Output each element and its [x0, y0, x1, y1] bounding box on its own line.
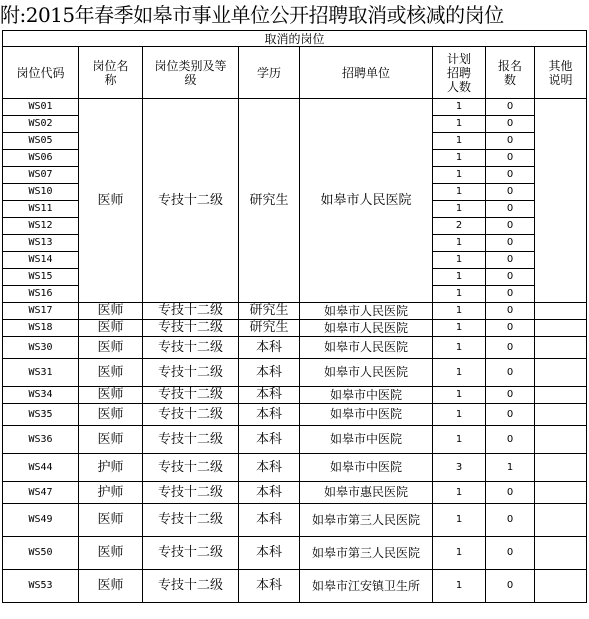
education: 本科: [239, 359, 300, 387]
planned-count: 2: [433, 218, 486, 235]
position-code: WS14: [3, 252, 79, 269]
education: 本科: [239, 387, 300, 404]
hiring-unit: 如皋市人民医院: [300, 99, 433, 303]
header-plan: 计划招聘人数: [433, 47, 486, 99]
position-level: 专技十二级: [143, 426, 239, 454]
planned-count: 1: [433, 201, 486, 218]
table-row: [3, 387, 587, 404]
applicant-count: 0: [486, 387, 535, 404]
position-level: 专技十二级: [143, 570, 239, 603]
position-name: 医师: [79, 504, 143, 537]
position-code: WS10: [3, 184, 79, 201]
applicant-count: 0: [486, 99, 535, 116]
applicant-count: 0: [486, 359, 535, 387]
position-code: WS05: [3, 133, 79, 150]
applicant-count: 0: [486, 133, 535, 150]
position-level: 专技十二级: [143, 99, 239, 303]
position-code: WS17: [3, 303, 79, 320]
position-name: 护师: [79, 482, 143, 504]
other-note: [535, 454, 587, 482]
position-code: WS35: [3, 404, 79, 426]
education: 研究生: [239, 99, 300, 303]
other-note: [535, 426, 587, 454]
position-level: 专技十二级: [143, 537, 239, 570]
table-row: [3, 426, 587, 454]
table-row: [3, 359, 587, 387]
hiring-unit: 如皋市中医院: [300, 404, 433, 426]
position-name: 护师: [79, 454, 143, 482]
planned-count: 1: [433, 504, 486, 537]
applicant-count: 0: [486, 337, 535, 359]
planned-count: 1: [433, 387, 486, 404]
position-level: 专技十二级: [143, 359, 239, 387]
education: 研究生: [239, 303, 300, 320]
education: 本科: [239, 454, 300, 482]
education: 本科: [239, 482, 300, 504]
applicant-count: 0: [486, 252, 535, 269]
planned-count: 1: [433, 537, 486, 570]
position-code: WS53: [3, 570, 79, 603]
applicant-count: 0: [486, 504, 535, 537]
position-name: 医师: [79, 303, 143, 320]
planned-count: 1: [433, 150, 486, 167]
other-note: [535, 404, 587, 426]
planned-count: 1: [433, 286, 486, 303]
header-row: [3, 47, 587, 99]
applicant-count: 0: [486, 404, 535, 426]
position-code: WS07: [3, 167, 79, 184]
hiring-unit: 如皋市江安镇卫生所: [300, 570, 433, 603]
table-row: [3, 537, 587, 570]
planned-count: 1: [433, 320, 486, 337]
other-note: [535, 320, 587, 337]
position-code: WS12: [3, 218, 79, 235]
planned-count: 1: [433, 337, 486, 359]
position-code: WS15: [3, 269, 79, 286]
position-name: 医师: [79, 320, 143, 337]
hiring-unit: 如皋市人民医院: [300, 320, 433, 337]
position-code: WS50: [3, 537, 79, 570]
table-row: [3, 482, 587, 504]
applicant-count: 0: [486, 269, 535, 286]
planned-count: 1: [433, 235, 486, 252]
other-note: [535, 303, 587, 320]
hiring-unit: 如皋市第三人民医院: [300, 537, 433, 570]
position-level: 专技十二级: [143, 454, 239, 482]
header-unit: 招聘单位: [300, 47, 433, 99]
position-name: 医师: [79, 426, 143, 454]
planned-count: 1: [433, 99, 486, 116]
education: 本科: [239, 426, 300, 454]
page-title: 附:2015年春季如皋市事业单位公开招聘取消或核减的岗位: [0, 3, 504, 27]
hiring-unit: 如皋市人民医院: [300, 303, 433, 320]
header-level: 岗位类别及等级: [143, 47, 239, 99]
planned-count: 1: [433, 303, 486, 320]
applicant-count: 0: [486, 482, 535, 504]
planned-count: 1: [433, 426, 486, 454]
position-level: 专技十二级: [143, 387, 239, 404]
planned-count: 1: [433, 570, 486, 603]
other-note: [535, 99, 587, 303]
applicant-count: 0: [486, 116, 535, 133]
education: 本科: [239, 570, 300, 603]
position-code: WS18: [3, 320, 79, 337]
position-code: WS44: [3, 454, 79, 482]
position-name: 医师: [79, 537, 143, 570]
position-code: WS47: [3, 482, 79, 504]
position-name: 医师: [79, 387, 143, 404]
hiring-unit: 如皋市中医院: [300, 426, 433, 454]
other-note: [535, 359, 587, 387]
position-code: WS01: [3, 99, 79, 116]
position-code: WS16: [3, 286, 79, 303]
applicant-count: 0: [486, 235, 535, 252]
hiring-unit: 如皋市人民医院: [300, 359, 433, 387]
applicant-count: 1: [486, 454, 535, 482]
section-row: [3, 31, 587, 47]
applicant-count: 0: [486, 218, 535, 235]
position-code: WS49: [3, 504, 79, 537]
position-code: WS34: [3, 387, 79, 404]
applicant-count: 0: [486, 426, 535, 454]
position-name: 医师: [79, 570, 143, 603]
education: 本科: [239, 504, 300, 537]
education: 研究生: [239, 320, 300, 337]
other-note: [535, 482, 587, 504]
position-name: 医师: [79, 359, 143, 387]
position-name: 医师: [79, 404, 143, 426]
hiring-unit: 如皋市惠民医院: [300, 482, 433, 504]
table-row: [3, 404, 587, 426]
section-label: 取消的岗位: [3, 31, 587, 47]
planned-count: 1: [433, 482, 486, 504]
applicant-count: 0: [486, 201, 535, 218]
planned-count: 1: [433, 133, 486, 150]
planned-count: 1: [433, 359, 486, 387]
position-name: 医师: [79, 337, 143, 359]
position-name: 医师: [79, 99, 143, 303]
header-code: 岗位代码: [3, 47, 79, 99]
position-level: 专技十二级: [143, 320, 239, 337]
header-education: 学历: [239, 47, 300, 99]
planned-count: 3: [433, 454, 486, 482]
position-code: WS13: [3, 235, 79, 252]
planned-count: 1: [433, 269, 486, 286]
hiring-unit: 如皋市人民医院: [300, 337, 433, 359]
applicant-count: 0: [486, 303, 535, 320]
applicant-count: 0: [486, 537, 535, 570]
other-note: [535, 570, 587, 603]
other-note: [535, 337, 587, 359]
position-level: 专技十二级: [143, 504, 239, 537]
planned-count: 1: [433, 252, 486, 269]
position-level: 专技十二级: [143, 404, 239, 426]
table-row: [3, 303, 587, 320]
table-row: [3, 99, 587, 116]
position-code: WS11: [3, 201, 79, 218]
hiring-unit: 如皋市第三人民医院: [300, 504, 433, 537]
table-row: [3, 337, 587, 359]
positions-table: [2, 30, 587, 603]
hiring-unit: 如皋市中医院: [300, 454, 433, 482]
applicant-count: 0: [486, 320, 535, 337]
position-level: 专技十二级: [143, 303, 239, 320]
other-note: [535, 504, 587, 537]
position-code: WS02: [3, 116, 79, 133]
education: 本科: [239, 537, 300, 570]
table-row: [3, 570, 587, 603]
table-row: [3, 454, 587, 482]
education: 本科: [239, 404, 300, 426]
position-code: WS36: [3, 426, 79, 454]
applicant-count: 0: [486, 184, 535, 201]
header-name: 岗位名称: [79, 47, 143, 99]
applicant-count: 0: [486, 150, 535, 167]
position-code: WS31: [3, 359, 79, 387]
planned-count: 1: [433, 116, 486, 133]
applicant-count: 0: [486, 286, 535, 303]
other-note: [535, 387, 587, 404]
planned-count: 1: [433, 167, 486, 184]
position-code: WS06: [3, 150, 79, 167]
applicant-count: 0: [486, 167, 535, 184]
other-note: [535, 537, 587, 570]
planned-count: 1: [433, 404, 486, 426]
position-level: 专技十二级: [143, 337, 239, 359]
education: 本科: [239, 337, 300, 359]
applicant-count: 0: [486, 570, 535, 603]
planned-count: 1: [433, 184, 486, 201]
position-code: WS30: [3, 337, 79, 359]
table-row: [3, 320, 587, 337]
position-level: 专技十二级: [143, 482, 239, 504]
header-applied: 报名数: [486, 47, 535, 99]
hiring-unit: 如皋市中医院: [300, 387, 433, 404]
table-row: [3, 504, 587, 537]
header-note: 其他说明: [535, 47, 587, 99]
